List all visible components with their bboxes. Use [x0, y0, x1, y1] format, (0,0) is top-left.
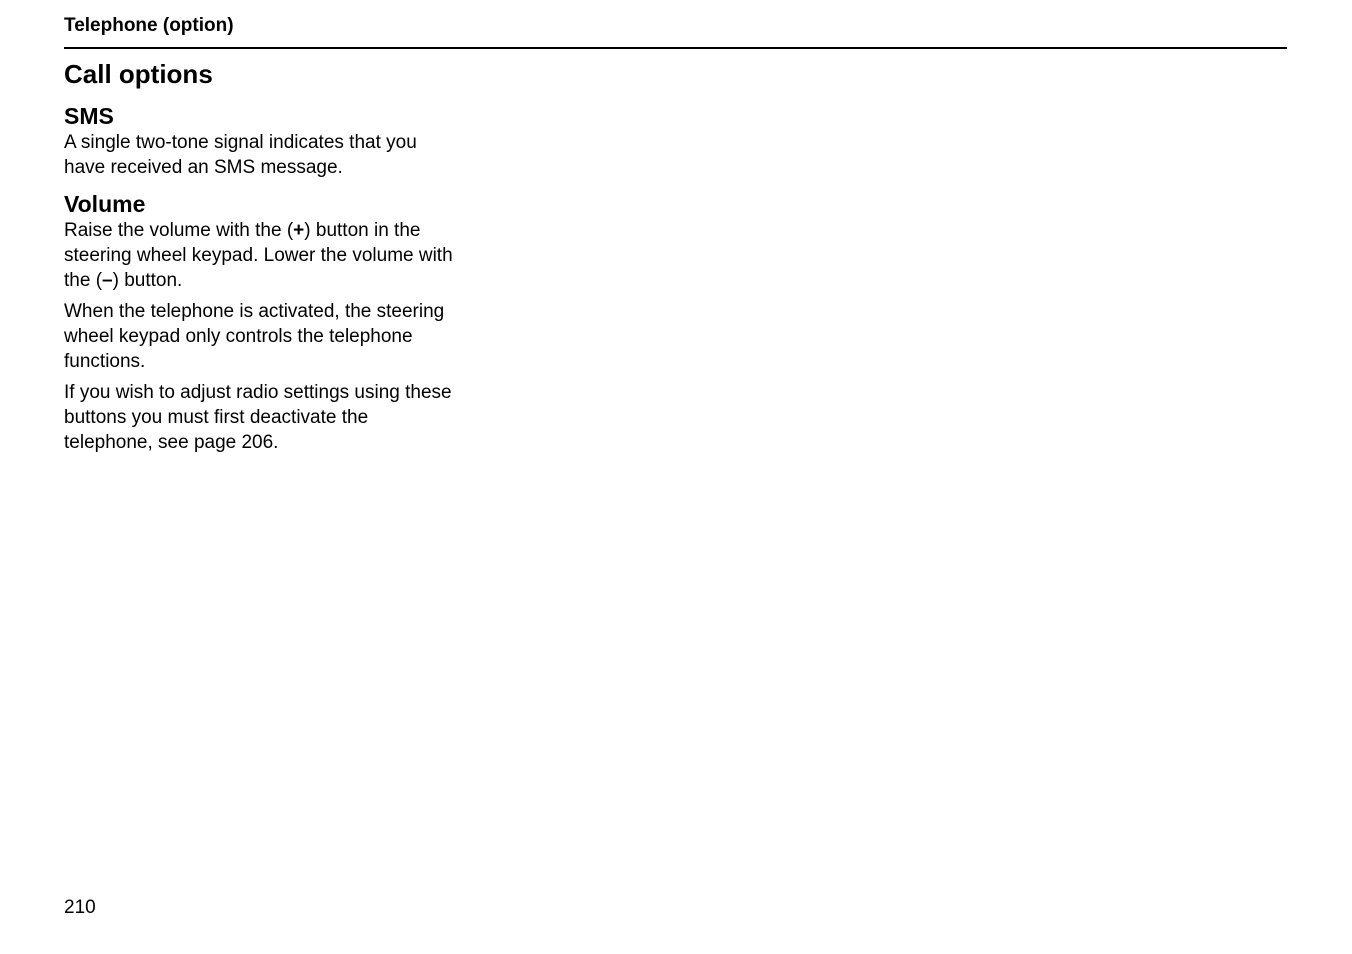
page-title: Call options: [64, 59, 213, 89]
running-header: Telephone (option): [64, 15, 234, 36]
volume-text-part-1: Raise the volume with the (: [64, 220, 294, 241]
sms-paragraph: A single two-tone signal indicates that you have received an SMS message.: [64, 132, 417, 178]
sms-heading: SMS: [64, 103, 114, 129]
volume-paragraph-3: If you wish to adjust radio settings using these buttons you must first deactivate the telephone, see page 206.: [64, 382, 452, 453]
volume-heading: Volume: [64, 191, 146, 217]
minus-symbol: –: [102, 270, 113, 291]
volume-paragraph-1: [64, 218, 459, 293]
volume-paragraph-2: When the telephone is activated, the steering wheel keypad only controls the telephone functions.: [64, 301, 445, 372]
main-content: [64, 58, 459, 455]
plus-symbol: +: [293, 220, 305, 241]
page-number: 210: [64, 897, 96, 918]
volume-text-part-3: ) button.: [112, 270, 183, 291]
header-divider: [64, 47, 1287, 49]
volume-text-part-2: ) button in the steering wheel keypad. Lower the volume with the (: [64, 220, 453, 291]
